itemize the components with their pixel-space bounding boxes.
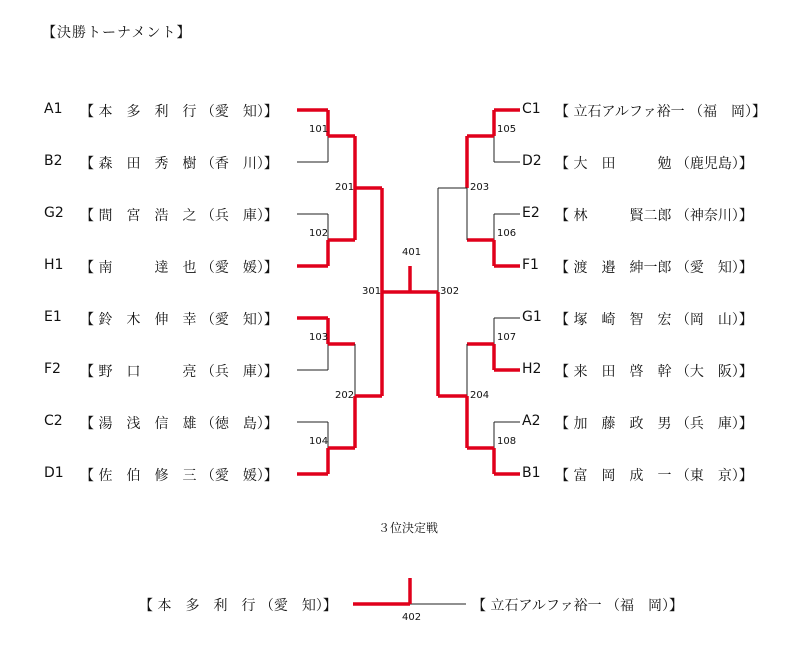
player-entry: 【 南 達 也 （愛 媛）】 — [80, 260, 278, 276]
seed-label: D2 — [522, 153, 542, 169]
player-entry: 【 来 田 啓 幹 （大 阪）】 — [555, 364, 753, 380]
seed-label: H1 — [44, 257, 64, 273]
seed-label: E2 — [522, 205, 540, 221]
player-entry: 【 加 藤 政 男 （兵 庫）】 — [555, 416, 753, 432]
page-title: 【決勝トーナメント】 — [42, 25, 192, 41]
player-entry: 【 本 多 利 行 （愛 知）】 — [80, 104, 278, 120]
seed-label: D1 — [44, 465, 64, 481]
seed-label: C1 — [522, 101, 541, 117]
player-entry: 【 湯 浅 信 雄 （徳 島）】 — [80, 416, 278, 432]
match-number: 107 — [497, 332, 517, 343]
match-number: 102 — [309, 228, 329, 239]
player-entry: 【 本 多 利 行 （愛 知）】 — [139, 598, 337, 614]
match-number: 105 — [497, 124, 517, 135]
match-number: 104 — [309, 436, 329, 447]
player-entry: 【 野 口 亮 （兵 庫）】 — [80, 364, 278, 380]
player-entry: 【 林 賢二郎 （神奈川）】 — [555, 208, 753, 224]
player-entry: 【 鈴 木 伸 幸 （愛 知）】 — [80, 312, 278, 328]
player-entry: 【 立石アルファ裕一 （福 岡）】 — [555, 104, 767, 120]
match-number: 201 — [335, 182, 355, 193]
seed-label: A1 — [44, 101, 63, 117]
seed-label: F2 — [44, 361, 61, 377]
match-number: 108 — [497, 436, 517, 447]
seed-label: C2 — [44, 413, 63, 429]
seed-label: H2 — [522, 361, 542, 377]
match-number: 302 — [440, 286, 460, 297]
match-number: 204 — [470, 390, 490, 401]
match-number: 202 — [335, 390, 355, 401]
match-number: 101 — [309, 124, 329, 135]
player-entry: 【 渡 邉 紳一郎 （愛 知）】 — [555, 260, 753, 276]
player-entry: 【 森 田 秀 樹 （香 川）】 — [80, 156, 278, 172]
third-place-title: ３位決定戦 — [378, 521, 439, 535]
match-number: 402 — [402, 612, 422, 623]
seed-label: F1 — [522, 257, 539, 273]
match-number: 301 — [362, 286, 382, 297]
player-entry: 【 佐 伯 修 三 （愛 媛）】 — [80, 468, 278, 484]
player-entry: 【 間 宮 浩 之 （兵 庫）】 — [80, 208, 278, 224]
seed-label: G2 — [44, 205, 64, 221]
match-number: 106 — [497, 228, 517, 239]
seed-label: B2 — [44, 153, 63, 169]
seed-label: G1 — [522, 309, 542, 325]
player-entry: 【 大 田 勉 （鹿児島）】 — [555, 156, 753, 172]
match-number: 103 — [309, 332, 329, 343]
seed-label: E1 — [44, 309, 62, 325]
player-entry: 【 富 岡 成 一 （東 京）】 — [555, 468, 753, 484]
player-entry: 【 立石アルファ裕一 （福 岡）】 — [472, 598, 684, 614]
match-number: 401 — [402, 247, 422, 258]
player-entry: 【 塚 崎 智 宏 （岡 山）】 — [555, 312, 753, 328]
seed-label: B1 — [522, 465, 541, 481]
match-number: 203 — [470, 182, 490, 193]
seed-label: A2 — [522, 413, 541, 429]
